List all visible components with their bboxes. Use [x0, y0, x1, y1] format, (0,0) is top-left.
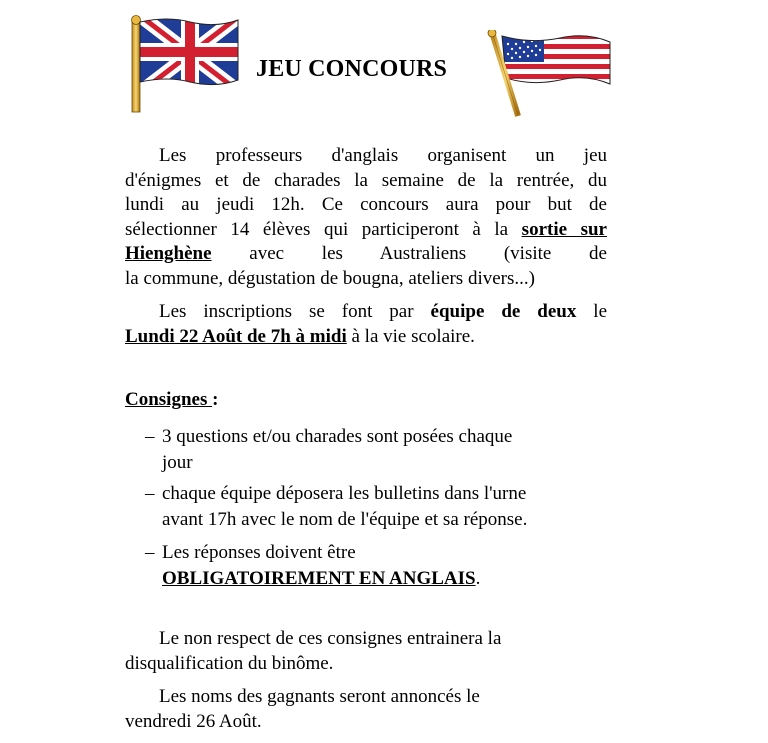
page-title: JEU CONCOURS: [256, 56, 448, 82]
date-highlight: Lundi 22 Août de 7h à midi: [125, 325, 347, 347]
consignes-label: Consignes: [125, 389, 213, 410]
consignes-colon: :: [212, 389, 219, 410]
winners-line: Les noms des gagnants seront annoncés le: [159, 686, 480, 707]
inscriptions-text: Les inscriptions se font par: [159, 301, 431, 322]
intro-paragraph: [125, 144, 607, 291]
dash-bullet: –: [145, 542, 155, 563]
list-item-text: chaque équipe déposera les bulletins dans l'urne: [162, 483, 527, 504]
inscriptions-text: à la vie scolaire.: [346, 325, 475, 347]
inscriptions-paragraph: [125, 300, 607, 349]
respect-line: disqualification du binôme.: [125, 652, 334, 674]
list-item-text: jour: [162, 452, 193, 473]
intro-text: sélectionner 14 élèves qui participeront à la: [125, 218, 522, 240]
intro-text: avec les Australiens (visite de: [211, 243, 607, 264]
respect-paragraph: [125, 627, 607, 676]
consignes-heading: [125, 388, 607, 413]
inscriptions-line: [125, 325, 607, 350]
winners-line: vendredi 26 Août.: [125, 710, 262, 732]
obligatoire-highlight: OBLIGATOIREMENT EN ANGLAIS: [162, 568, 476, 589]
inscriptions-line: [125, 300, 607, 325]
team-highlight: équipe de deux: [430, 301, 577, 322]
intro-line: lundi au jeudi 12h. Ce concours aura pour but de: [125, 194, 607, 215]
hienghene-highlight: Hienghène: [125, 243, 212, 264]
list-item-text: 3 questions et/ou charades sont posées chaque: [162, 426, 513, 447]
winners-paragraph: [125, 685, 607, 734]
sortie-highlight: sortie sur: [521, 218, 607, 240]
list-item-text: .: [475, 568, 481, 589]
intro-line: Les professeurs d'anglais organisent un jeu: [159, 145, 607, 166]
list-item-text: avant 17h avec le nom de l'équipe et sa réponse.: [162, 509, 528, 530]
respect-line: Le non respect de ces consignes entrainera la: [159, 628, 502, 649]
intro-line: d'énigmes et de charades la semaine de la rentrée, du: [125, 169, 607, 191]
uk-flag-icon: [128, 14, 244, 114]
list-item-text: Les réponses doivent être: [162, 542, 356, 563]
dash-bullet: –: [145, 483, 155, 504]
inscriptions-text: le: [576, 301, 607, 322]
dash-bullet: –: [145, 426, 155, 447]
intro-line: [125, 218, 607, 243]
intro-line: [125, 242, 607, 267]
intro-line: la commune, dégustation de bougna, ateliers divers...): [125, 267, 535, 289]
us-flag-icon: [482, 30, 612, 118]
